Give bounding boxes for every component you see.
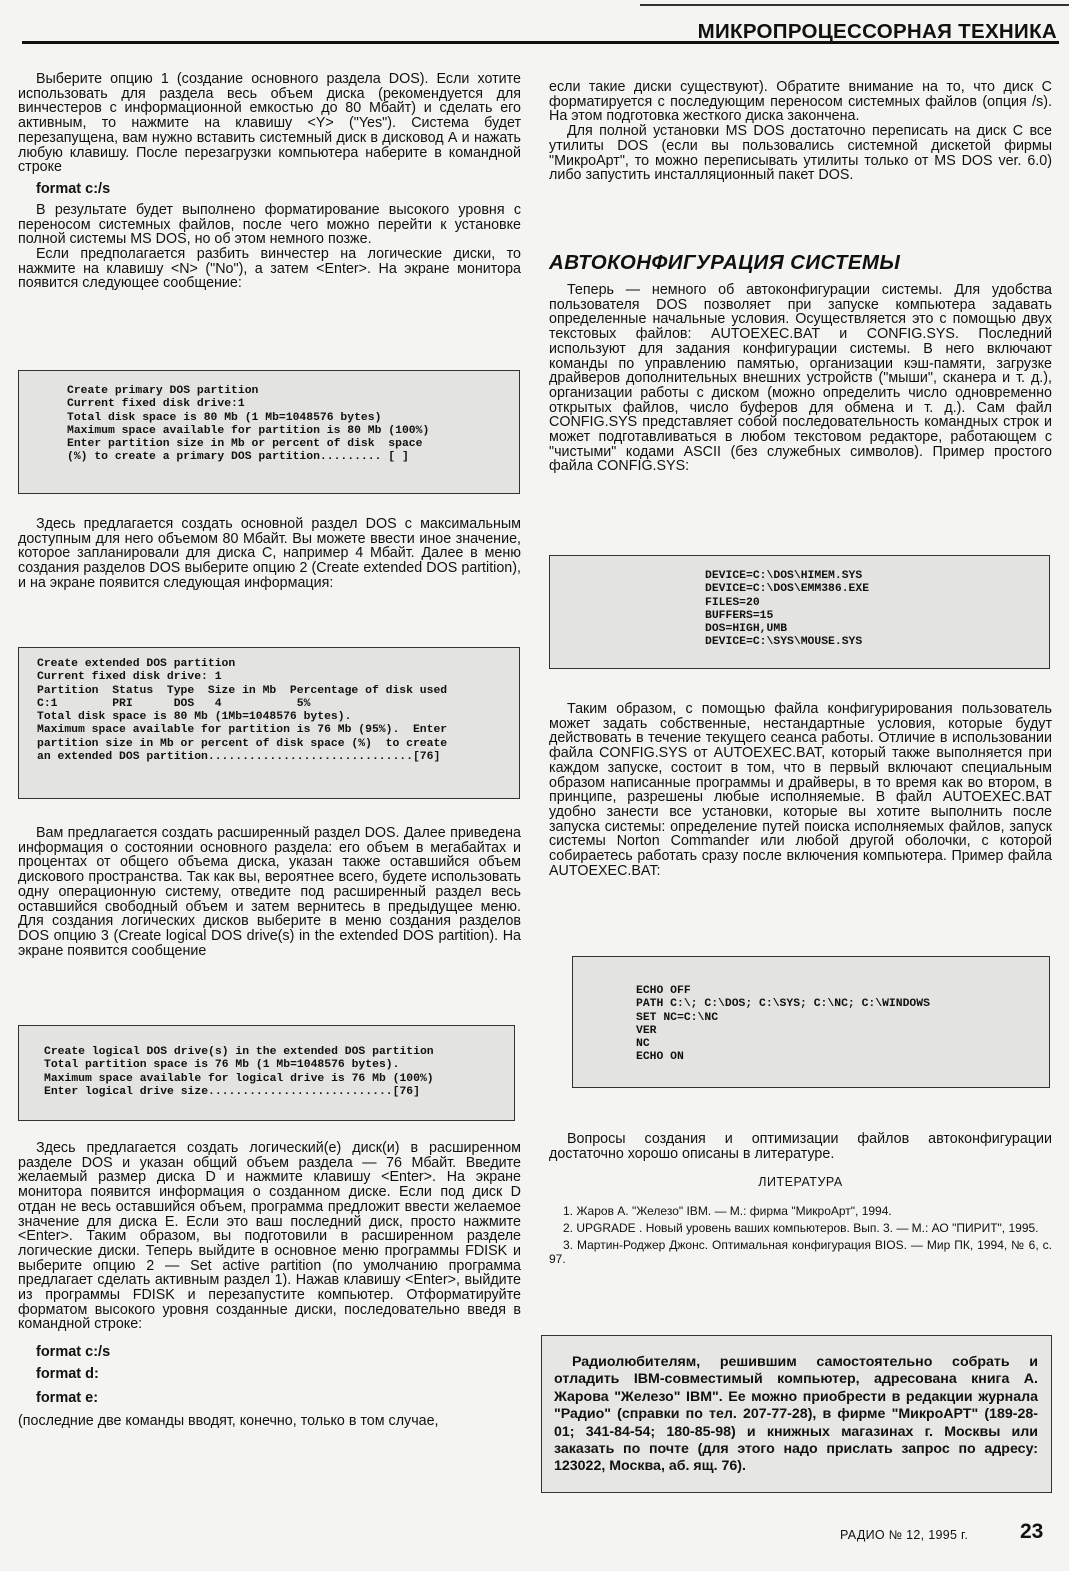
reference-item: 1. Жаров А. "Железо" IBM. — М.: фирма "МикроАрт", 1994. — [563, 1204, 892, 1219]
advertisement-box — [541, 1335, 1052, 1493]
command-line: format c:/s — [36, 180, 111, 197]
screen-autoexec-bat: ECHO OFF PATH C:\; C:\DOS; C:\SYS; C:\NC; C:\WINDOWS SET NC=C:\NC VER NC ECHO ON — [572, 956, 1050, 1088]
left-column-block-2 — [18, 517, 521, 591]
references-title: ЛИТЕРАТУРА — [758, 1175, 843, 1190]
section-header: МИКРОПРОЦЕССОРНАЯ ТЕХНИКА — [697, 20, 1057, 43]
command-line: format e: — [36, 1390, 99, 1407]
paragraph: если такие диски существуют). Обратите внимание на то, что диск С форматируется с последующим переносом системных файлов (опция /s). На этом подготовка жесткого диска закончена. — [549, 79, 1052, 125]
right-column-block-2 — [549, 283, 1052, 474]
paragraph: (последние две команды вводят, конечно, только в том случае, — [18, 1413, 439, 1430]
paragraph: Если предполагается разбить винчестер на логические диски, то нажмите на клавишу <N> ("No"), а затем <Enter>. На экране монитора появится следующее сообщение: — [18, 246, 521, 292]
paragraph: Здесь предлагается создать основной раздел DOS с максимальным доступным для него объемом 80 Мбайт. Вы можете ввести иное значение, которое запланировали для диска С, например 4 Мбайт. Далее в меню создания разделов DOS выберите опцию 2 (Create extended DOS partition), и на экране появится следующая информация: — [18, 516, 521, 591]
section-title: АВТОКОНФИГУРАЦИЯ СИСТЕМЫ — [549, 251, 901, 274]
page-number: 23 — [1020, 1520, 1044, 1543]
paragraph: Вопросы создания и оптимизации файлов автоконфигурации достаточно хорошо описаны в литературе. — [549, 1131, 1052, 1162]
top-decorative-line — [640, 4, 1069, 6]
right-column-block-3 — [549, 702, 1052, 878]
screen-extended-partition: Create extended DOS partition Current fixed disk drive: 1 Partition Status Type Size in Mb Percentage of disk used C:1 PRI DOS 4 5% Total disk space is 80 Mb (1Mb=1048576 bytes). Maximum space available for partition is 76 Mb (95%). Enter partition size in Mb or percent of disk space (%) to create an extended DOS partition..............................[76] — [18, 647, 520, 799]
footer-issue: РАДИО № 12, 1995 г. — [840, 1528, 969, 1542]
paragraph: Теперь — немного об автоконфигурации системы. Для удобства пользователя DOS позволяет при запуске компьютера задавать определенные начальные условия. Осуществляется это с помощью двух текстовых файлов: AUTOEXEC.BAT и CONFIG.SYS. Последний используют для задания конфигурации системы. В него включают команды по управлению памятью, организации кэш-памяти, загрузке драйверов дополнительных внешних устройств ("мыши", сканера и т. д.), организации работы с диском (можно определить число одновременно открытых файлов, число буферов для обмена и т. д.). Сам файл CONFIG.SYS представляет собой последовательность командных строк и может подготавливаться в любом текстовом редакторе, работающем с "чистыми" кодами ASCII (без служебных символов). Пример простого файла CONFIG.SYS: — [549, 282, 1052, 475]
screen-logical-drive: Create logical DOS drive(s) in the extended DOS partition Total partition space is 76 Mb (1 Mb=1048576 bytes). Maximum space available for logical drive is 76 Mb (100%) Enter logical drive size...........................[76] — [18, 1025, 515, 1121]
paragraph: Здесь предлагается создать логический(е) диск(и) в расширенном разделе DOS и указан общий объем раздела — 76 Мбайт. Введите желаемый размер диска D и нажмите клавишу <Enter>. На экране монитора появится информация о созданном диске. Если под диск D отдан не весь оставшийся объем, программа предложит ввести желаемое значение для диска Е. Если это ваш последний диск, просто нажмите <Enter>. Таким образом, вы подготовили в расширенном разделе логические диски. Теперь выйдите в основное меню программы FDISK и выберите опцию 2 — Set active partition (по умолчанию программа предлагает сделать активным раздел 1). Нажав клавишу <Enter>, выйдите из программы FDISK и перезапустите компьютер. Отформатируйте форматом высокого уровня созданные диски, последовательно введя в командной строке: — [18, 1140, 521, 1333]
paragraph: В результате будет выполнено форматирование высокого уровня с переносом системных файлов, после чего можно перейти к установке полной системы MS DOS, но об этом немного позже. — [18, 201, 521, 248]
reference-item: 2. UPGRADE . Новый уровень ваших компьютеров. Вып. 3. — М.: АО "ПИРИТ", 1995. — [563, 1221, 1039, 1236]
paragraph: Выберите опцию 1 (создание основного раздела DOS). Если хотите использовать для раздела весь объем диска (рекомендуется для винчестеров с информационной емкостью до 80 Мбайт) и сделать его активным, то нажмите на клавишу <Y> ("Yes"). Система будет перезапущена, вам нужно вставить системный диск в дисковод А и нажать любую клавишу. После перезагрузки компьютера наберите в командной строке — [18, 71, 521, 176]
paragraph: Вам предлагается создать расширенный раздел DOS. Далее приведена информация о состоянии основного раздела: его объем в мегабайтах и процентах от общего объема диска, указан также оставшийся объем дискового пространства. Так как вы, вероятнее всего, будете использовать одну операционную систему, отведите под расширенный раздел весь оставшийся свободный объем и затем вернитесь в предыдущее меню. Для создания логических дисков выберите в меню создания разделов DOS опцию 3 (Create logical DOS drive(s) in the extended DOS partition). На экране появится сообщение — [18, 825, 521, 959]
paragraph: Таким образом, с помощью файла конфигурирования пользователь может задать собственные, нестандартные условия, которые будут действовать в течение текущего сеанса работы. Отличие в использовании файла CONFIG.SYS от AUTOEXEC.BAT, который также выполняется при каждом запуске, состоит в том, что в первый включают специальным образом написанные программы и драйверы, в то время как во втором, в принципе, разрешены любые исполняемые. В файл AUTOEXEC.BAT удобно занести все установки, которые вы хотите выполнить после запуска системы: определение путей поиска исполняемых файлов, запуск системы Norton Commander или любой другой оболочки, с которой собираетесь работать сразу после включения компьютера. Пример файла AUTOEXEC.BAT: — [549, 701, 1052, 879]
left-column-block-3 — [18, 826, 521, 958]
paragraph: Для полной установки MS DOS достаточно переписать на диск С все утилиты DOS (если вы пользовались системной дискетой фирмы "МикроАрт", то можно переписывать утилиты только от MS DOS ver. 6.0) либо запустить инсталляционный пакет DOS. — [549, 123, 1052, 184]
reference-item: 3. Мартин-Роджер Джонс. Оптимальная конфигурация BIOS. — Мир ПК, 1994, № 6, с. 97. — [549, 1238, 1052, 1267]
advertisement-text: Радиолюбителям, решившим самостоятельно собрать и отладить IBM-совместимый компьютер, адресована книга А. Жарова "Железо" IBM". Ее можно приобрести в редакции журнала "Радио" (справки по тел. 207-77-28), в фирме "МикроАРТ" (189-28-01; 341-84-54; 180-85-98) и книжных магазинах г. Москвы или заказать по почте (для этого надо прислать запрос по адресу: 123022, Москва, аб. ящ. 76). — [554, 1354, 1038, 1475]
screen-primary-partition: Create primary DOS partition Current fixed disk drive:1 Total disk space is 80 Mb (1 Mb=1048576 bytes) Maximum space available for partition is 80 Mb (100%) Enter partition size in Mb or percent of disk space (%) to create a primary DOS partition......... [ ] — [18, 370, 520, 494]
header-rule — [22, 41, 1059, 44]
right-column-block-1 — [549, 80, 1052, 183]
command-line: format d: — [36, 1366, 99, 1383]
command-line: format c:/s — [36, 1344, 111, 1361]
left-column-block-1 — [18, 72, 521, 291]
left-column-block-4 — [18, 1141, 521, 1429]
screen-config-sys: DEVICE=C:\DOS\HIMEM.SYS DEVICE=C:\DOS\EMM386.EXE FILES=20 BUFFERS=15 DOS=HIGH,UMB DEVICE=C:\SYS\MOUSE.SYS — [549, 555, 1050, 669]
right-column-block-4 — [549, 1132, 1052, 1269]
